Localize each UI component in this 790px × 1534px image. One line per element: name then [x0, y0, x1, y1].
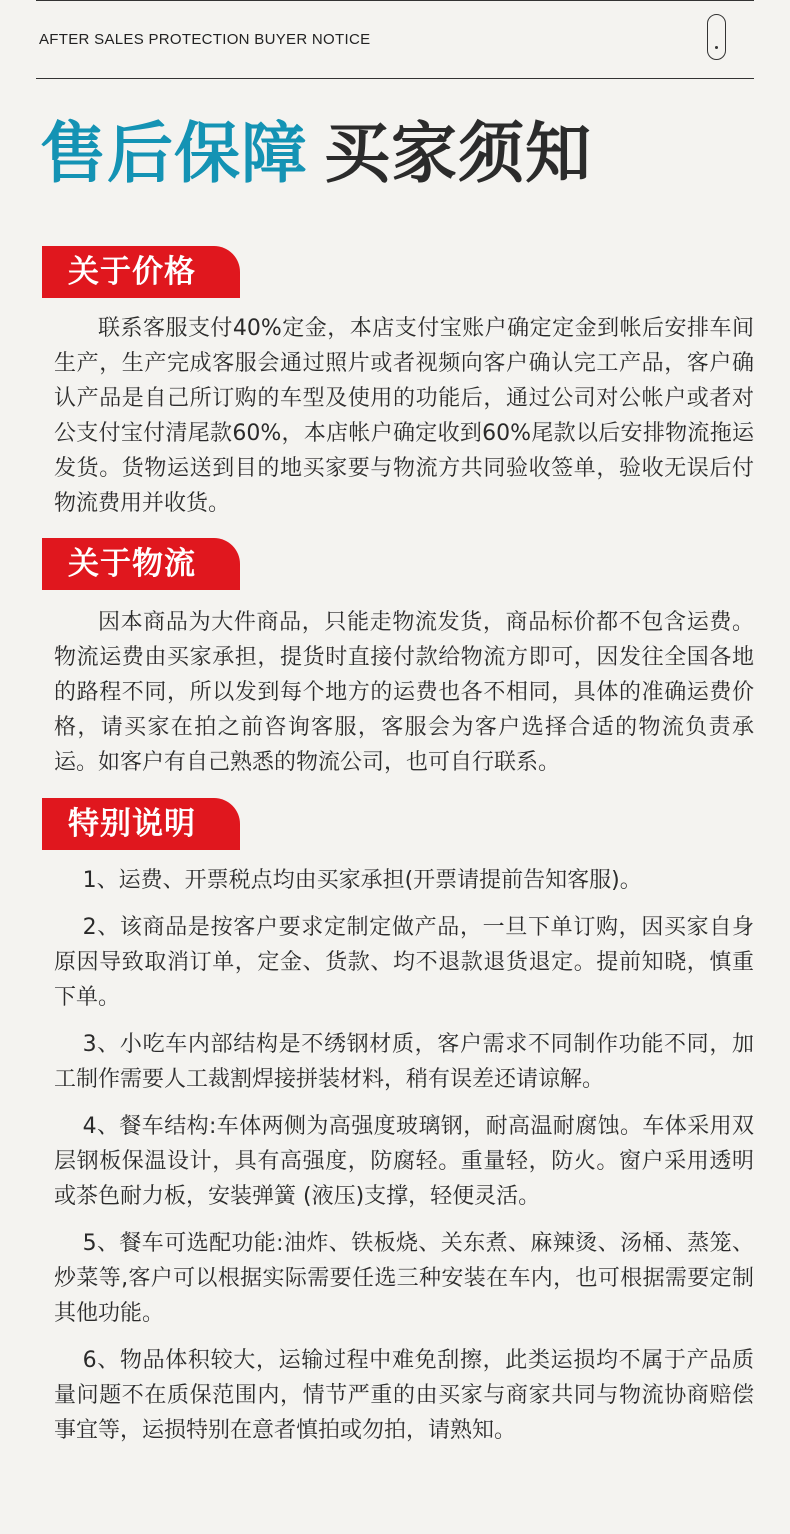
english-header: AFTER SALES PROTECTION BUYER NOTICE — [39, 31, 371, 48]
header-divider — [36, 78, 754, 79]
section-tag-special: 特别说明 — [42, 798, 240, 850]
phone-outline-icon — [707, 14, 726, 60]
section-tag-price: 关于价格 — [42, 246, 240, 298]
top-divider — [36, 0, 754, 1]
title-buyer-notice: 买家须知 — [324, 115, 592, 192]
phone-button-dot — [715, 46, 718, 49]
title-after-sales: 售后保障 — [40, 115, 308, 192]
price-paragraph: 联系客服支付40%定金，本店支付宝账户确定定金到帐后安排车间生产，生产完成客服会通过照片或者视频向客户确认完工产品，客户确认产品是自己所订购的车型及使用的功能后，通过公司对公帐户或者对公支付宝付清尾款60%，本店帐户确定收到60%尾款以后安排物流拖运发货。货物运送到目的地买家要与物流方共同验收签单，验收无误后付物流费用并收货。 — [54, 316, 754, 516]
logistics-paragraph: 因本商品为大件商品，只能走物流发货，商品标价都不包含运费。物流运费由买家承担，提货时直接付款给物流方即可，因发往全国各地的路程不同，所以发到每个地方的运费也各不相同，具体的准确运费价格，请买家在拍之前咨询客服，客服会为客户选择合适的物流负责承运。如客户有自己熟悉的物流公司，也可自行联系。 — [54, 610, 754, 775]
note-item: 1、运费、开票税点均由买家承担(开票请提前告知客服)。 — [82, 868, 642, 893]
note-item: 2、该商品是按客户要求定制定做产品，一旦下单订购，因买家自身原因导致取消订单，定金、货款、均不退款退货退定。提前知晓，慎重下单。 — [54, 915, 754, 1010]
note-item: 5、餐车可选配功能:油炸、铁板烧、关东煮、麻辣烫、汤桶、蒸笼、炒菜等,客户可以根据实际需要任选三种安装在车内，也可根据需要定制其他功能。 — [54, 1231, 754, 1326]
section-tag-logistics: 关于物流 — [42, 538, 240, 590]
section-body-price — [54, 311, 754, 521]
note-item: 4、餐车结构:车体两侧为高强度玻璃钢，耐高温耐腐蚀。车体采用双层钢板保温设计，具有高强度，防腐轻。重量轻，防火。窗户采用透明或茶色耐力板，安装弹簧 (液压)支撑，轻便灵活。 — [54, 1114, 754, 1209]
special-notes-list — [54, 863, 754, 1460]
section-body-logistics — [54, 605, 754, 780]
page-title — [40, 114, 592, 194]
note-item: 6、物品体积较大，运输过程中难免刮擦，此类运损均不属于产品质量问题不在质保范围内，情节严重的由买家与商家共同与物流协商赔偿事宜等，运损特别在意者慎拍或勿拍，请熟知。 — [54, 1348, 754, 1443]
note-item: 3、小吃车内部结构是不绣钢材质，客户需求不同制作功能不同，加工制作需要人工裁割焊接拼装材料，稍有误差还请谅解。 — [54, 1032, 754, 1092]
